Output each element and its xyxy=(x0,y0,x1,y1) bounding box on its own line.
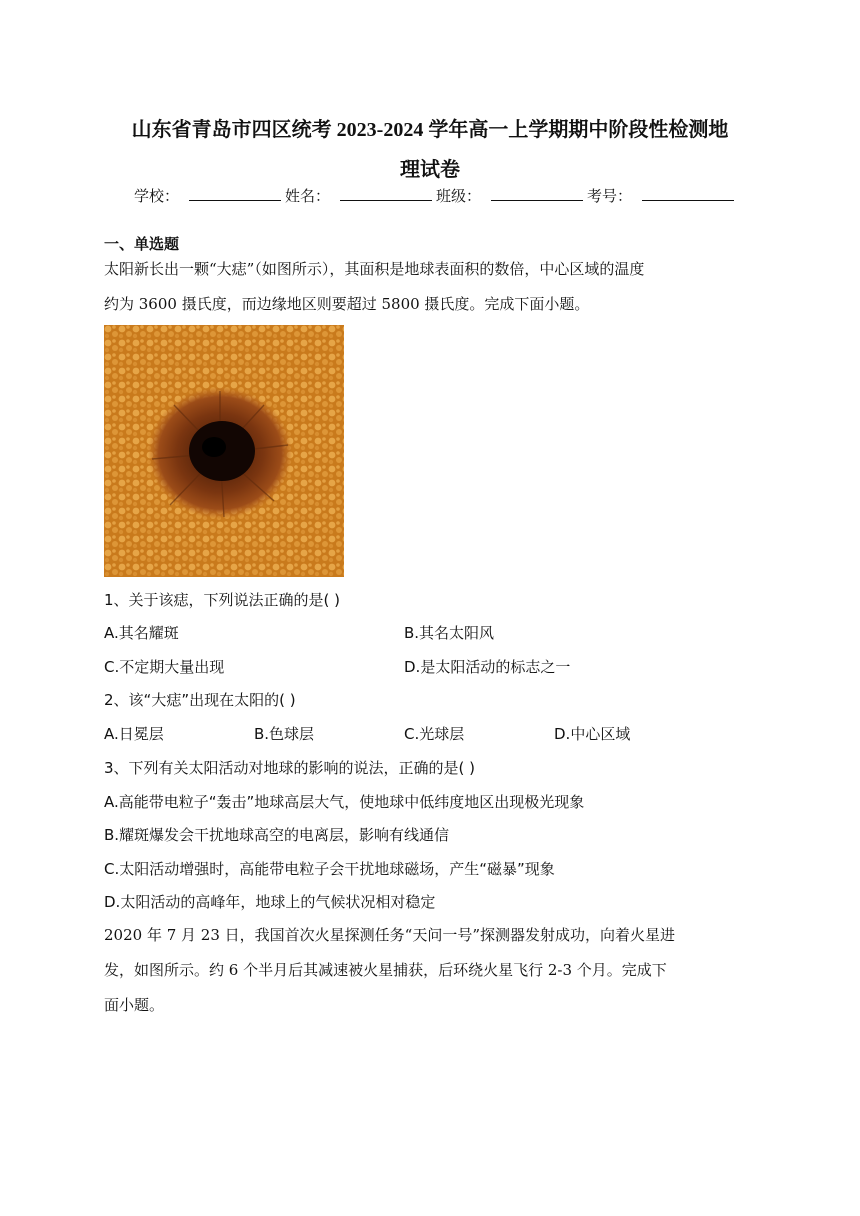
question-2-option-d[interactable]: D.中心区域 xyxy=(554,725,631,743)
question-2-option-a[interactable]: A.日冕层 xyxy=(104,725,164,743)
sunspot-image xyxy=(104,325,344,577)
question-1-option-c[interactable]: C.不定期大量出现 xyxy=(104,658,225,676)
title-line-2: 理试卷 xyxy=(400,159,460,181)
question-3-stem: 3、下列有关太阳活动对地球的影响的说法，正确的是( ) xyxy=(104,759,476,777)
question-3-option-c[interactable]: C.太阳活动增强时，高能带电粒子会干扰地球磁场，产生“磁暴”现象 xyxy=(104,860,555,878)
question-2-option-b[interactable]: B.色球层 xyxy=(254,725,315,743)
question-1-stem: 1、关于该痣，下列说法正确的是( ) xyxy=(104,591,341,609)
passage-1 xyxy=(104,252,764,322)
passage-2-line-3: 面小题。 xyxy=(104,996,165,1014)
name-label: 姓名： xyxy=(285,187,331,205)
question-1-option-b[interactable]: B.其名太阳风 xyxy=(404,624,495,642)
question-2-stem: 2、该“大痣”出现在太阳的( ) xyxy=(104,691,296,709)
passage-2-line-1: 2020 年 7 月 23 日，我国首次火星探测任务“天问一号”探测器发射成功，向着火星进 xyxy=(104,926,675,944)
school-blank[interactable] xyxy=(189,186,281,201)
passage-2-line-2: 发，如图所示。约 6 个半月后其减速被火星捕获，后环绕火星飞行 2-3 个月。完成下 xyxy=(104,961,667,979)
section-title: 一、单选题 xyxy=(104,235,180,253)
student-info-row xyxy=(134,185,738,206)
question-3-option-a[interactable]: A.高能带电粒子“轰击”地球高层大气，使地球中低纬度地区出现极光现象 xyxy=(104,793,585,811)
title-line-1: 山东省青岛市四区统考 2023-2024 学年高一上学期期中阶段性检测地 xyxy=(131,119,729,141)
class-blank[interactable] xyxy=(491,186,583,201)
question-1-option-a[interactable]: A.其名耀斑 xyxy=(104,624,179,642)
passage-2 xyxy=(104,918,764,1023)
school-label: 学校： xyxy=(134,187,180,205)
exam-number-label: 考号： xyxy=(587,187,633,205)
question-2-option-c[interactable]: C.光球层 xyxy=(404,725,465,743)
class-label: 班级： xyxy=(436,187,482,205)
exam-title xyxy=(100,110,760,190)
passage-1-line-1: 太阳新长出一颗“大痣”（如图所示），其面积是地球表面积的数倍，中心区域的温度 xyxy=(104,260,645,278)
exam-number-blank[interactable] xyxy=(642,186,734,201)
passage-1-line-2: 约为 3600 摄氏度，而边缘地区则要超过 5800 摄氏度。完成下面小题。 xyxy=(104,295,590,313)
question-1-option-d[interactable]: D.是太阳活动的标志之一 xyxy=(404,658,571,676)
question-3-option-d[interactable]: D.太阳活动的高峰年，地球上的气候状况相对稳定 xyxy=(104,893,436,911)
question-3-option-b[interactable]: B.耀斑爆发会干扰地球高空的电离层，影响有线通信 xyxy=(104,826,450,844)
name-blank[interactable] xyxy=(340,186,432,201)
